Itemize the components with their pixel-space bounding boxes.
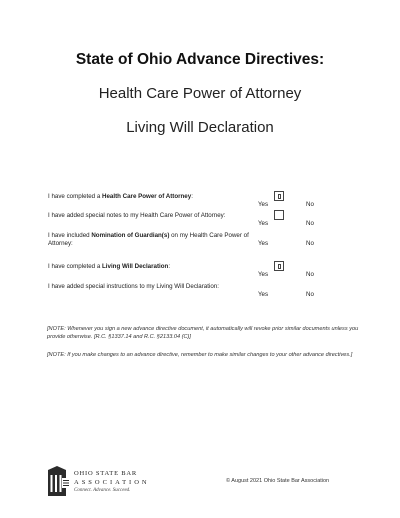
checklist-row-living-will-instructions	[48, 283, 314, 298]
question-text: I have included	[48, 232, 92, 239]
no-label[interactable]: No	[306, 271, 314, 278]
checklist-question	[48, 283, 258, 291]
no-label[interactable]: No	[306, 240, 314, 247]
yes-label[interactable]: Yes	[258, 291, 269, 298]
checklist-question	[48, 212, 258, 220]
check-mark-icon	[278, 264, 281, 269]
question-text-end: :	[191, 193, 193, 200]
question-text: I have added special notes to my Health Care Power of Attorney:	[48, 212, 226, 219]
yes-checkbox[interactable]	[274, 261, 284, 271]
no-label[interactable]: No	[306, 201, 314, 208]
courthouse-seal-icon	[46, 466, 70, 498]
document-subtitle-living-will: Living Will Declaration	[126, 119, 274, 136]
document-subtitle-hcpoa: Health Care Power of Attorney	[98, 85, 302, 102]
title-block	[0, 50, 400, 138]
check-mark-icon	[278, 194, 281, 199]
note-changes: [NOTE: If you make changes to an advance directive, remember to make similar changes to your other advance directives.]	[47, 352, 353, 358]
copyright-notice: © August 2021 Ohio State Bar Association	[226, 478, 330, 484]
checklist-question	[48, 263, 258, 271]
note-revocation: [NOTE: Whenever you sign a new advance directive document, it automatically will revoke prior similar documents unless you provide otherwise. [R.C. §1337.14 and R.C. §2133.04 (C)]	[47, 326, 359, 340]
no-label[interactable]: No	[306, 291, 314, 298]
question-bold-text: Health Care Power of Attorney	[102, 193, 192, 200]
yes-checkbox[interactable]	[274, 191, 284, 201]
checklist-row-living-will-completed	[48, 263, 314, 278]
question-text-end: on my Health Care Power of Attorney:	[48, 232, 249, 247]
org-name-line-1: OHIO STATE BAR	[74, 470, 138, 477]
question-text: I have completed a	[48, 193, 103, 200]
checklist-question	[48, 232, 253, 248]
question-bold-text: Living Will Declaration	[102, 263, 169, 270]
yes-label[interactable]: Yes	[258, 240, 269, 247]
yes-checkbox[interactable]	[274, 210, 284, 220]
no-label[interactable]: No	[306, 220, 314, 227]
yes-label: Yes	[258, 271, 269, 278]
yes-label: Yes	[258, 201, 269, 208]
question-text-end: :	[168, 263, 171, 270]
question-text: I have added special instructions to my Living Will Declaration:	[48, 283, 219, 290]
question-bold-text: Nomination of Guardian(s)	[91, 232, 170, 239]
checklist-row-hcpoa-completed	[48, 193, 314, 208]
document-title: State of Ohio Advance Directives:	[75, 51, 325, 68]
organization-name	[74, 469, 150, 495]
checklist-question	[48, 193, 258, 201]
osba-logo	[46, 466, 166, 502]
checklist-row-nomination-guardian	[48, 232, 314, 248]
org-name-line-2: ASSOCIATION	[74, 479, 150, 486]
checklist-row-hcpoa-special-notes	[48, 212, 314, 227]
org-tagline: Connect. Advance. Succeed.	[74, 488, 131, 493]
question-text: I have completed a	[48, 263, 103, 270]
notes-section	[47, 325, 365, 369]
yes-label: Yes	[258, 220, 269, 227]
